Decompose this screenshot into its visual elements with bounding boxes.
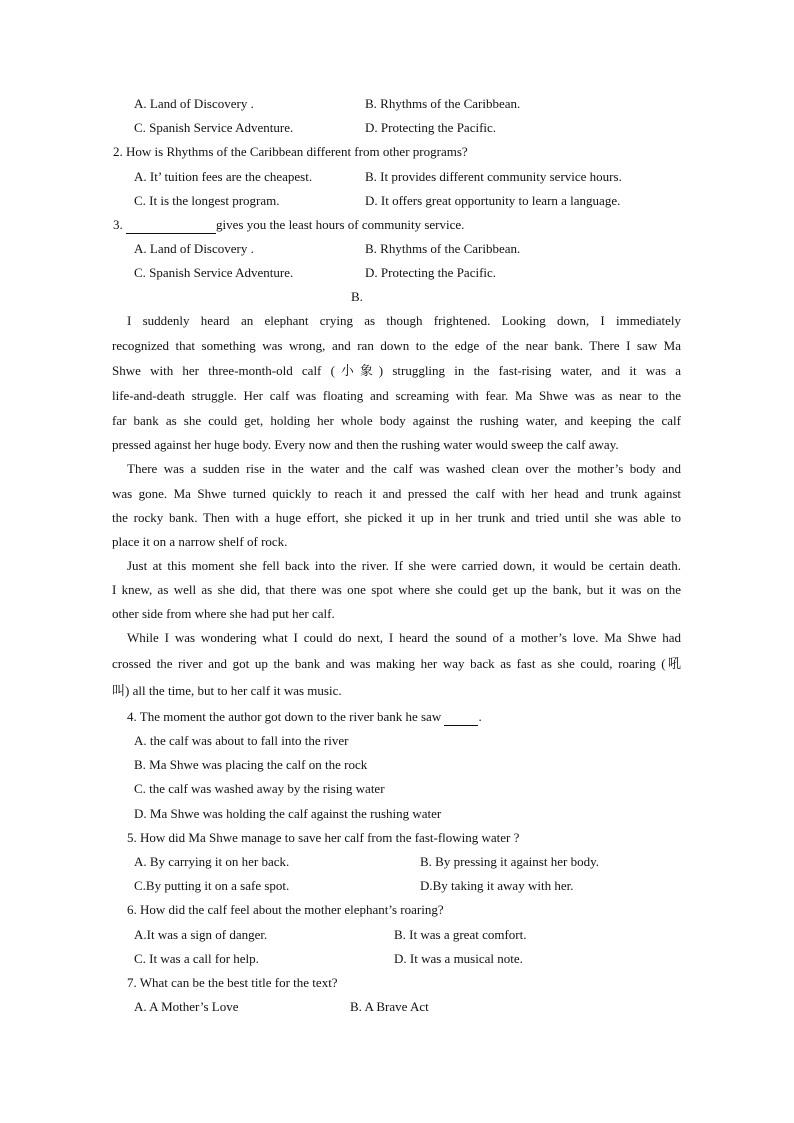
- q4-answer-blank: [444, 709, 478, 726]
- q7-option-a: A. A Mother’s Love: [134, 999, 239, 1014]
- q4-option-d: D. Ma Shwe was holding the calf against the rushing water: [134, 806, 442, 821]
- q3-option-c: C. Spanish Service Adventure.: [134, 265, 294, 280]
- q3-option-d: D. Protecting the Pacific.: [365, 265, 497, 280]
- q3-option-b: B. Rhythms of the Caribbean.: [365, 241, 521, 256]
- q4-stem-end: .: [478, 709, 482, 724]
- passage-line: other side from where she had put her calf.: [112, 606, 335, 621]
- q2-option-b: B. It provides different community service hours.: [365, 169, 622, 184]
- q3-stem: [113, 217, 464, 234]
- passage-line: life-and-death struggle. Her calf was floating and screaming with fear. Ma Shwe was as near to the: [112, 388, 681, 403]
- passage-line: was gone. Ma Shwe turned quickly to reach it and pressed the calf with her head and trunk against: [112, 486, 681, 501]
- q7-stem: 7. What can be the best title for the text?: [127, 975, 338, 990]
- q3-number: 3.: [113, 217, 126, 232]
- passage-line: crossed the river and got up the bank and was making her way back as fast as she could, roaring (吼: [112, 656, 681, 671]
- passage-line: There was a sudden rise in the water and the calf was washed clean over the mother’s body and: [127, 461, 681, 476]
- q1-option-d: D. Protecting the Pacific.: [365, 120, 497, 135]
- q6-option-c: C. It was a call for help.: [134, 951, 259, 966]
- passage-line: recognized that something was wrong, and ran down to the edge of the near bank. There I saw Ma: [112, 338, 681, 353]
- section-label: B.: [351, 289, 363, 304]
- q6-stem: 6. How did the calf feel about the mother elephant’s roaring?: [127, 902, 444, 917]
- q4-option-a: A. the calf was about to fall into the river: [134, 733, 349, 748]
- q4-stem: [127, 709, 482, 726]
- q3-answer-blank: [126, 217, 216, 234]
- q6-option-b: B. It was a great comfort.: [394, 927, 527, 942]
- q1-option-b: B. Rhythms of the Caribbean.: [365, 96, 521, 111]
- q5-option-c: C.By putting it on a safe spot.: [134, 878, 290, 893]
- q3-option-a: A. Land of Discovery .: [134, 241, 254, 256]
- q4-option-b: B. Ma Shwe was placing the calf on the rock: [134, 757, 368, 772]
- passage-line: far bank as she could get, holding her whole body against the rushing water, and keeping the calf: [112, 413, 681, 428]
- q7-option-b: B. A Brave Act: [350, 999, 429, 1014]
- passage-line: 叫) all the time, but to her calf it was music.: [112, 683, 342, 698]
- passage-line: I knew, as well as she did, that there was one spot where she could get up the bank, but it was on the: [112, 582, 681, 597]
- q1-option-c: C. Spanish Service Adventure.: [134, 120, 294, 135]
- q5-option-d: D.By taking it away with her.: [420, 878, 574, 893]
- passage-line: the rocky bank. Then with a huge effort, she picked it up in her trunk and tried until she was able to: [112, 510, 681, 525]
- q2-option-a: A. It’ tuition fees are the cheapest.: [134, 169, 313, 184]
- q6-option-a: A.It was a sign of danger.: [134, 927, 268, 942]
- passage-line: place it on a narrow shelf of rock.: [112, 534, 288, 549]
- passage-line: I suddenly heard an elephant crying as though frightened. Looking down, I immediately: [127, 313, 681, 328]
- q4-stem-text: 4. The moment the author got down to the river bank he saw: [127, 709, 442, 724]
- passage-line: While I was wondering what I could do next, I heard the sound of a mother’s love. Ma Shwe had: [127, 630, 681, 645]
- q2-option-c: C. It is the longest program.: [134, 193, 280, 208]
- q6-option-d: D. It was a musical note.: [394, 951, 523, 966]
- q5-option-a: A. By carrying it on her back.: [134, 854, 290, 869]
- q5-option-b: B. By pressing it against her body.: [420, 854, 599, 869]
- q1-option-a: A. Land of Discovery .: [134, 96, 254, 111]
- q5-stem: 5. How did Ma Shwe manage to save her calf from the fast-flowing water ?: [127, 830, 520, 845]
- passage-line: pressed against her huge body. Every now and then the rushing water would sweep the calf away.: [112, 437, 619, 452]
- q2-option-d: D. It offers great opportunity to learn a language.: [365, 193, 621, 208]
- q3-stem-text: gives you the least hours of community service.: [216, 217, 465, 232]
- q2-stem: 2. How is Rhythms of the Caribbean different from other programs?: [113, 144, 468, 159]
- passage-line: Shwe with her three-month-old calf (小象) struggling in the fast-rising water, and it was a: [112, 363, 681, 378]
- q4-option-c: C. the calf was washed away by the rising water: [134, 781, 385, 796]
- passage-line: Just at this moment she fell back into the river. If she were carried down, it would be certain death.: [127, 558, 681, 573]
